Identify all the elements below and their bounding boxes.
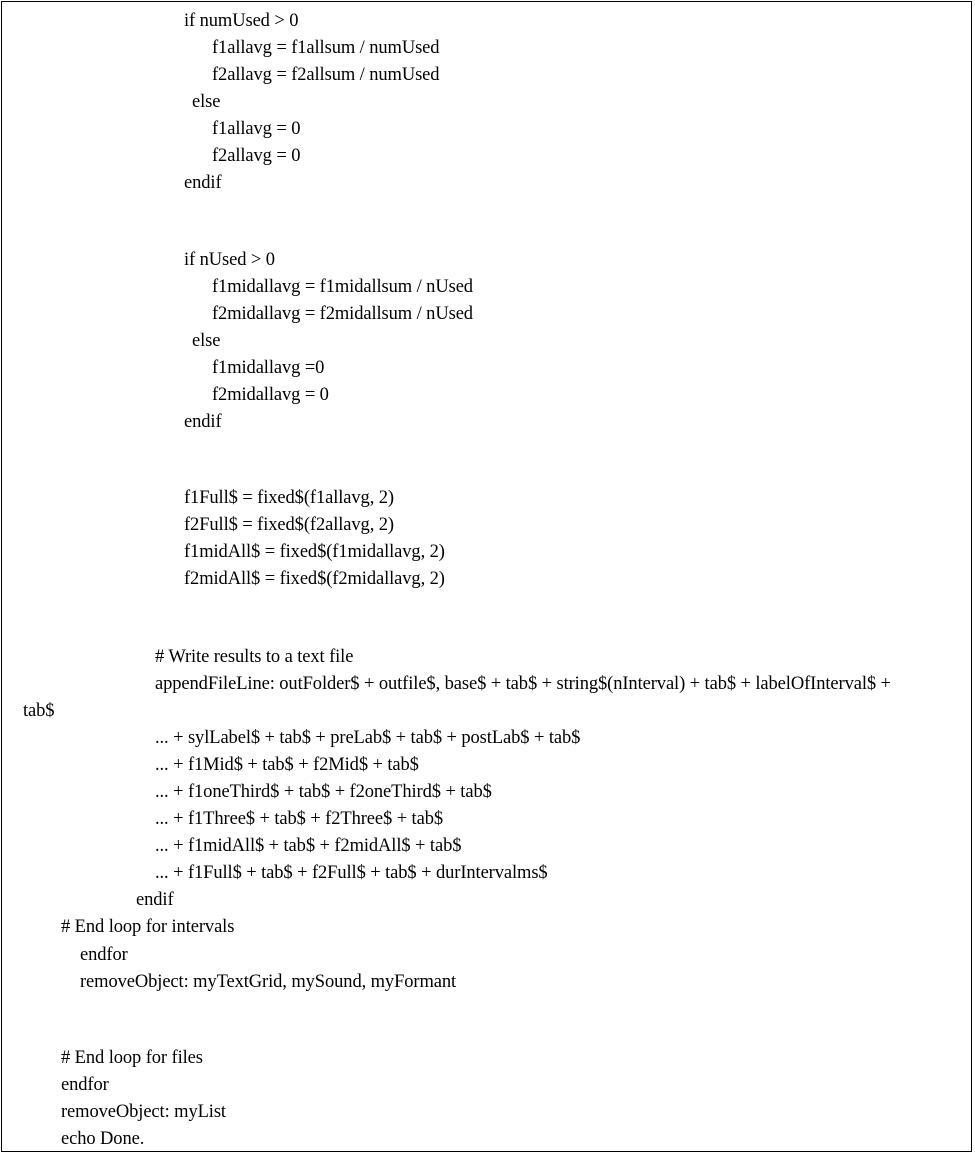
code-line: f2midAll$ = fixed$(f2midallavg, 2) — [184, 569, 445, 589]
code-line: f1allavg = f1allsum / numUsed — [212, 38, 440, 58]
code-line: if nUsed > 0 — [184, 250, 275, 270]
code-comment: # End loop for files — [61, 1048, 203, 1068]
code-comment: # End loop for intervals — [61, 917, 235, 937]
code-line: endfor — [61, 1075, 109, 1095]
code-line: else — [192, 331, 221, 351]
code-line: ... + f1oneThird$ + tab$ + f2oneThird$ + tab$ — [155, 782, 492, 802]
code-line: if numUsed > 0 — [184, 11, 299, 31]
code-line: else — [192, 92, 221, 112]
code-line: f2midallavg = 0 — [212, 385, 329, 405]
code-line: ... + f1Three$ + tab$ + f2Three$ + tab$ — [155, 809, 443, 829]
code-line: f1midallavg = f1midallsum / nUsed — [212, 277, 473, 297]
code-listing-frame — [1, 1, 972, 1152]
code-line: removeObject: myTextGrid, mySound, myFormant — [80, 972, 457, 992]
code-line: f2allavg = 0 — [212, 146, 301, 166]
code-line: endif — [184, 173, 222, 193]
code-line: appendFileLine: outFolder$ + outfile$, base$ + tab$ + string$(nInterval) + tab$ + labelOfInterval$ + — [155, 674, 891, 694]
code-line: f1midallavg =0 — [212, 358, 325, 378]
code-line: endif — [184, 412, 222, 432]
code-line: f2Full$ = fixed$(f2allavg, 2) — [184, 515, 394, 535]
code-line: endfor — [80, 945, 128, 965]
code-line: removeObject: myList — [61, 1102, 226, 1122]
code-line: ... + f1Full$ + tab$ + f2Full$ + tab$ + durIntervalms$ — [155, 863, 548, 883]
code-line: ... + sylLabel$ + tab$ + preLab$ + tab$ + postLab$ + tab$ — [155, 728, 581, 748]
code-line: ... + f1midAll$ + tab$ + f2midAll$ + tab$ — [155, 836, 462, 856]
code-line: ... + f1Mid$ + tab$ + f2Mid$ + tab$ — [155, 755, 419, 775]
code-line: endif — [136, 890, 174, 910]
code-line: f1Full$ = fixed$(f1allavg, 2) — [184, 488, 394, 508]
code-comment: # Write results to a text file — [155, 647, 354, 667]
code-line: f1allavg = 0 — [212, 119, 301, 139]
code-line: f1midAll$ = fixed$(f1midallavg, 2) — [184, 542, 445, 562]
code-line: f2midallavg = f2midallsum / nUsed — [212, 304, 473, 324]
code-line-wrap: tab$ — [23, 701, 55, 721]
code-line: f2allavg = f2allsum / numUsed — [212, 65, 440, 85]
code-line: echo Done. — [61, 1129, 145, 1149]
